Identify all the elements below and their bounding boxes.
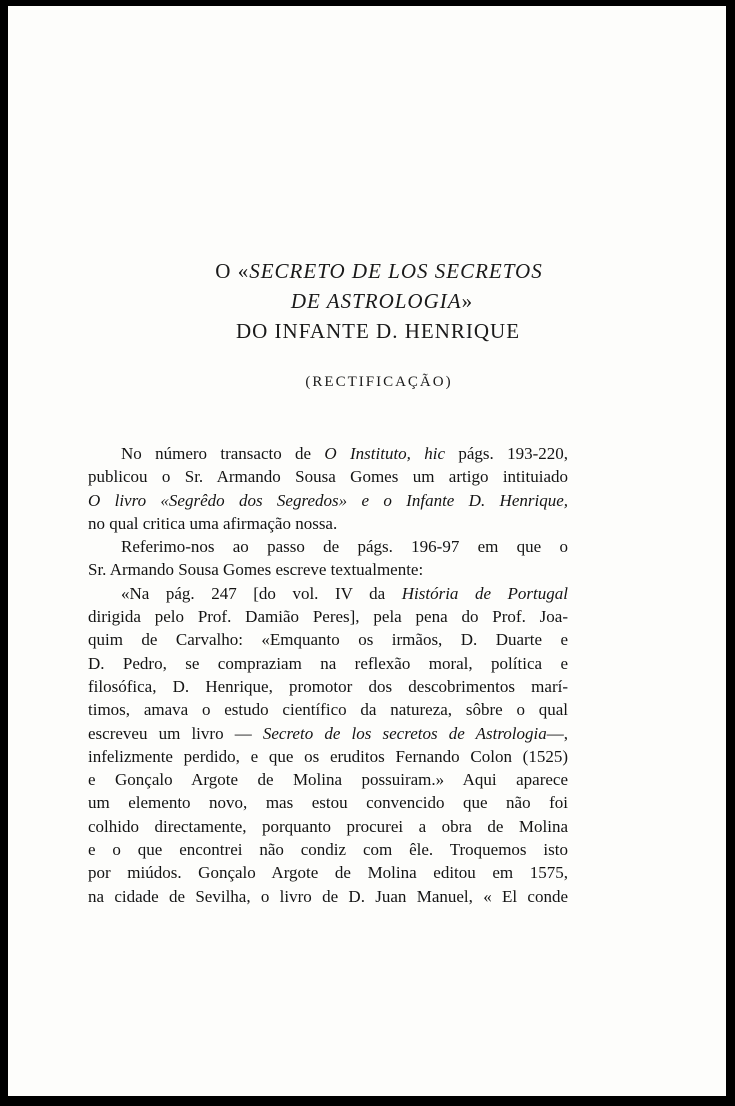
text-line — [88, 722, 568, 745]
text-line: no qual critica uma afirmação nossa. — [88, 513, 338, 533]
text-line: um elemento novo, mas estou convencido que não foi — [88, 793, 568, 813]
text-run: No número transacto de — [121, 444, 325, 463]
text-run: —, — [546, 723, 569, 743]
text-line: timos, amava o estudo científico da natureza, sôbre o qual — [88, 700, 568, 720]
text-line: quim de Carvalho: «Emquanto os irmãos, D. Duarte e — [88, 630, 568, 650]
text-run: escreveu um livro — — [88, 723, 263, 743]
title-suffix: » — [461, 289, 474, 313]
text-line: Sr. Armando Sousa Gomes escreve textualmente: — [88, 560, 424, 580]
title-line-3: DO INFANTE D. HENRIQUE — [235, 319, 521, 343]
book-page — [8, 6, 726, 1096]
text-line — [88, 442, 568, 465]
text-line: na cidade de Sevilha, o livro de D. Juan Manuel, « El conde — [88, 886, 568, 906]
text-line: e o que encontrei não condiz com êle. Troquemos isto — [88, 840, 568, 860]
text-line — [88, 582, 568, 605]
text-run-italic: O Instituto, hic — [324, 444, 446, 463]
text-line: colhido directamente, porquanto procurei a obra de Molina — [88, 816, 568, 836]
article-body — [88, 442, 568, 908]
text-line: publicou o Sr. Armando Sousa Gomes um artigo intituiado — [88, 467, 568, 487]
text-line: filosófica, D. Henrique, promotor dos descobrimentos marí- — [88, 676, 568, 696]
article-title — [8, 256, 726, 346]
title-italic-2: DE ASTROLOGIA — [290, 289, 462, 313]
text-line: por miúdos. Gonçalo Argote de Molina editou em 1575, — [88, 863, 568, 883]
text-line: Referimo-nos ao passo de págs. 196-97 em que o — [121, 537, 568, 557]
title-prefix: O « — [215, 259, 250, 283]
text-run: «Na pág. 247 [do vol. IV da — [121, 583, 402, 603]
text-run-italic: Secreto de los secretos de Astrologia — [262, 723, 547, 743]
text-line: D. Pedro, se compraziam na reflexão moral, política e — [88, 653, 568, 673]
text-line: dirigida pelo Prof. Damião Peres], pela pena do Prof. Joa- — [88, 607, 568, 627]
title-line-1 — [8, 256, 726, 286]
text-line: O livro «Segrêdo dos Segredos» e o Infante D. Henrique, — [88, 490, 568, 510]
title-line-2 — [8, 286, 726, 316]
text-run-italic: História de Portugal — [401, 583, 568, 603]
text-line: infelizmente perdido, e que os eruditos Fernando Colon (1525) — [88, 746, 568, 766]
article-subtitle: (RECTIFICAÇÃO) — [305, 374, 453, 390]
title-italic-1: SECRETO DE LOS SECRETOS — [249, 259, 543, 283]
text-run: págs. 193-220, — [445, 444, 568, 463]
text-line: e Gonçalo Argote de Molina possuiram.» Aqui aparece — [88, 770, 568, 790]
